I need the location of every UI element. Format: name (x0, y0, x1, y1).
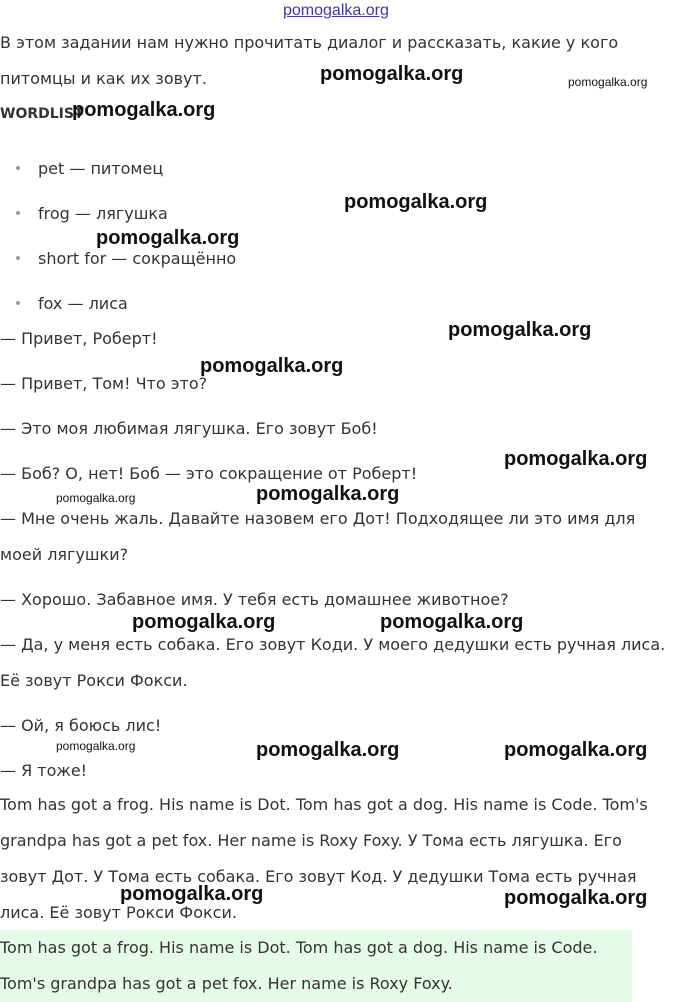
answer-highlight-block: Tom has got a frog. His name is Dot. Tom has got a dog. His name is Code. Tom's grandpa has got a pet fox. Her name is Roxy Foxy. (0, 930, 632, 1002)
summary-paragraph: Tom has got a frog. His name is Dot. Tom has got a dog. His name is Code. Tom's grandpa has got a pet fox. Her name is Roxy Foxy. У Тома есть лягушка. Его зовут Дот. У Тома есть собака. Его зовут Код. У дедушки Тома есть ручная лиса. Её зовут Рокси Фокси. (0, 795, 648, 922)
watermark: pomogalka.org (568, 75, 648, 89)
watermark: pomogalka.org (96, 227, 240, 249)
wordlist-item-text: frog — лягушка (38, 204, 168, 223)
dialogue-line: — Ой, я боюсь лис! (0, 716, 162, 735)
watermark: pomogalka.org (132, 611, 276, 633)
bullet-icon (16, 211, 20, 215)
watermark: pomogalka.org (56, 491, 136, 505)
watermark: pomogalka.org (256, 739, 400, 761)
watermark: pomogalka.org (504, 739, 648, 761)
dialogue-line: — Хорошо. Забавное имя. У тебя есть домашнее животное? (0, 590, 509, 609)
watermark: pomogalka.org (72, 99, 216, 121)
watermark: pomogalka.org (380, 611, 524, 633)
wordlist-item-pet (16, 157, 163, 181)
wordlist-item-short-for (16, 247, 236, 271)
watermark: pomogalka.org (448, 319, 592, 341)
watermark: pomogalka.org (504, 448, 648, 470)
watermark: pomogalka.org (200, 355, 344, 377)
dialogue-line: — Мне очень жаль. Давайте назовем его Дот! Подходящее ли это имя для моей лягушки? (0, 509, 636, 564)
wordlist-item-text: fox — лиса (38, 294, 128, 313)
dialogue-line: — Привет, Роберт! (0, 329, 158, 348)
wordlist-item-text: short for — сокращённо (38, 249, 237, 268)
dialogue-line: — Да, у меня есть собака. Его зовут Коди. У моего дедушки есть ручная лиса. Её зовут Рокси Фокси. (0, 635, 666, 690)
dialogue-line: — Боб? О, нет! Боб — это сокращение от Роберт! (0, 464, 418, 483)
wordlist-item-fox (16, 292, 128, 316)
bullet-icon (16, 166, 20, 170)
dialogue-line: — Я тоже! (0, 761, 88, 780)
wordlist-item-text: pet — питомец (38, 159, 164, 178)
watermark: pomogalka.org (504, 887, 648, 909)
bullet-icon (16, 256, 20, 260)
top-site-link[interactable]: pomogalka.org (283, 2, 389, 19)
watermark: pomogalka.org (120, 883, 264, 905)
dialogue-line: — Это моя любимая лягушка. Его зовут Боб! (0, 419, 378, 438)
wordlist-heading: WORDLIST (0, 106, 84, 122)
dialogue-line: — Привет, Том! Что это? (0, 374, 208, 393)
intro-paragraph: В этом задании нам нужно прочитать диалог и рассказать, какие у кого питомцы и как их зовут. (0, 33, 619, 88)
watermark: pomogalka.org (256, 483, 400, 505)
watermark: pomogalka.org (320, 63, 464, 85)
wordlist-item-frog (16, 202, 168, 226)
watermark: pomogalka.org (56, 739, 136, 753)
bullet-icon (16, 301, 20, 305)
watermark: pomogalka.org (344, 191, 488, 213)
